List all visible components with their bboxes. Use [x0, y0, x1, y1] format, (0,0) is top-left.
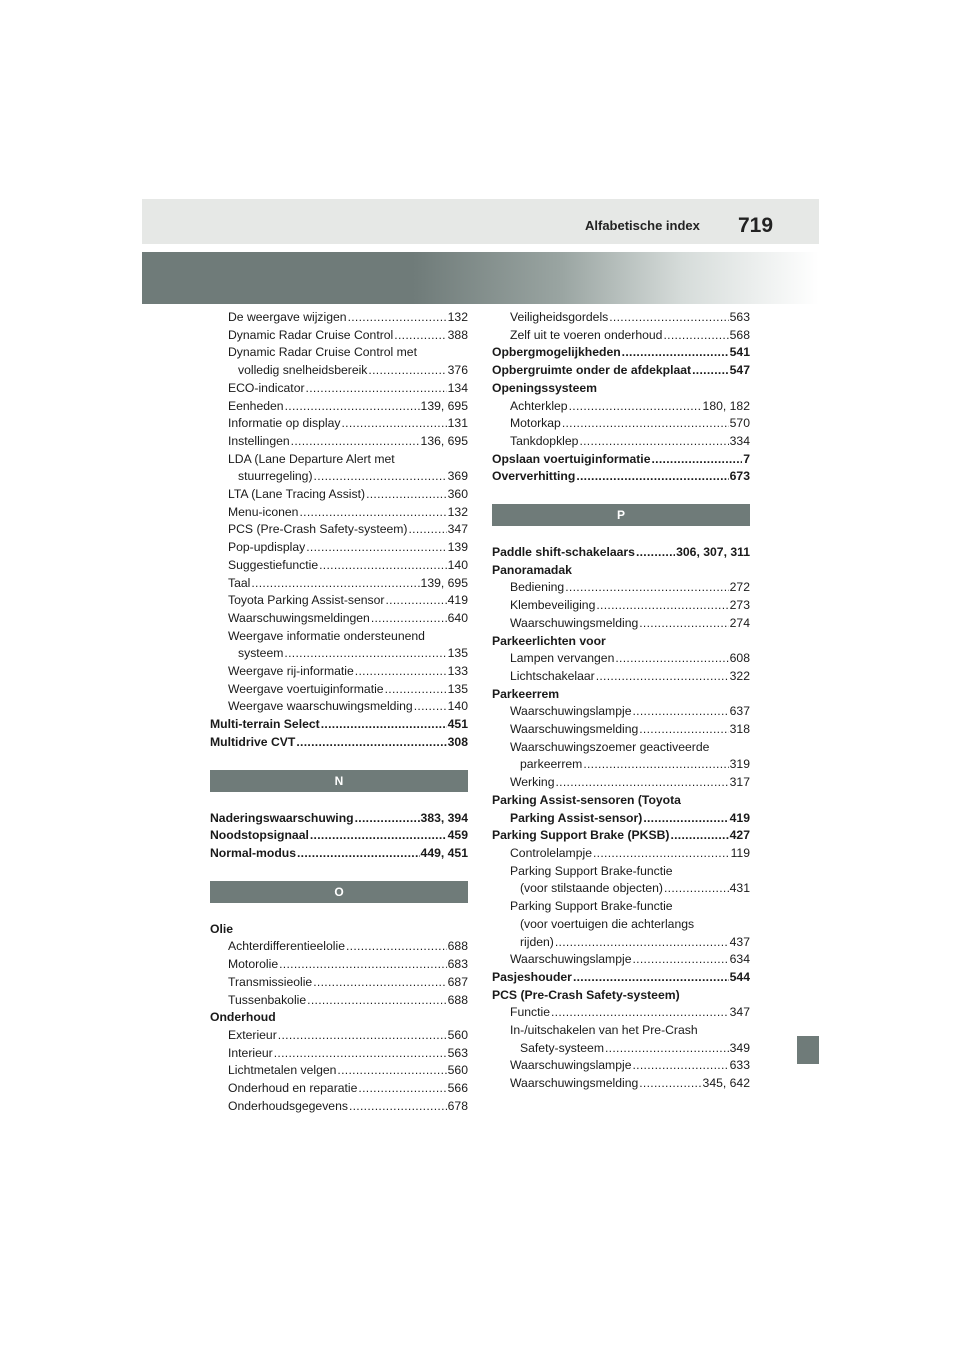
index-term: Weergave voertuiginformatie — [228, 681, 384, 696]
index-entry — [492, 703, 750, 721]
page-reference: 306, 307, 311 — [676, 545, 750, 560]
dot-leader — [279, 956, 447, 974]
index-term: Zelf uit te voeren onderhoud — [510, 327, 663, 342]
index-entry — [210, 433, 468, 451]
page-reference: 376 — [447, 363, 468, 378]
index-entry — [492, 327, 750, 345]
index-entry — [210, 827, 468, 845]
index-entry — [210, 938, 468, 956]
index-term: Informatie op display — [228, 416, 341, 431]
index-entry — [210, 734, 468, 752]
page-reference: 308 — [447, 734, 468, 749]
page-reference: 383, 394 — [420, 810, 468, 825]
index-term: Pasjeshouder — [492, 969, 572, 984]
index-entry — [492, 1040, 750, 1058]
index-letter-header: O — [210, 881, 468, 903]
dot-leader — [291, 433, 420, 451]
index-entry — [210, 1062, 468, 1080]
index-entry — [210, 575, 468, 593]
index-term: Instellingen — [228, 433, 290, 448]
page-reference: 547 — [729, 363, 750, 378]
index-entry — [210, 1027, 468, 1045]
dot-leader — [583, 756, 728, 774]
index-entry — [210, 663, 468, 681]
page-reference: 360 — [447, 487, 468, 502]
page-reference: 347 — [447, 522, 468, 537]
dot-leader — [319, 557, 447, 575]
index-entry — [492, 433, 750, 451]
page-reference: 541 — [729, 345, 750, 360]
index-term: Waarschuwingsmelding — [510, 722, 639, 737]
dot-leader — [385, 592, 446, 610]
index-entry — [210, 610, 468, 628]
dot-leader — [692, 362, 729, 380]
index-entry — [210, 486, 468, 504]
index-entry — [492, 451, 750, 469]
index-entry — [210, 539, 468, 557]
page-reference: 431 — [729, 881, 750, 896]
dot-leader — [321, 716, 447, 734]
index-entry — [210, 468, 468, 486]
index-term: Motorkap — [510, 416, 561, 431]
index-heading: Parkeerlichten voor — [492, 633, 606, 648]
index-heading: Parking Assist-sensoren (Toyota — [492, 792, 681, 807]
index-entry — [210, 681, 468, 699]
index-entry — [492, 650, 750, 668]
dot-leader — [643, 810, 728, 828]
dot-leader — [348, 309, 447, 327]
page-reference: 634 — [729, 952, 750, 967]
page-reference: 427 — [729, 828, 750, 843]
index-term: Lampen vervangen — [510, 651, 615, 666]
index-subheading: Weergave informatie ondersteunend — [228, 628, 425, 643]
index-term: Exterieur — [228, 1027, 277, 1042]
index-entry — [210, 504, 468, 522]
page-reference: 7 — [743, 451, 750, 466]
dot-leader — [551, 1004, 729, 1022]
index-entry — [210, 557, 468, 575]
index-term: ECO-indicator — [228, 380, 305, 395]
dot-leader — [576, 468, 728, 486]
index-term: Lichtschakelaar — [510, 668, 595, 683]
page-reference: 570 — [729, 416, 750, 431]
dot-leader — [622, 344, 729, 362]
dot-leader — [555, 934, 729, 952]
index-entry — [492, 415, 750, 433]
dot-leader — [569, 398, 702, 416]
page-reference: 449, 451 — [420, 845, 468, 860]
index-subheading: LDA (Lane Departure Alert met — [228, 451, 395, 466]
index-term: Bediening — [510, 580, 565, 595]
dot-leader — [593, 845, 730, 863]
page-reference: 322 — [729, 668, 750, 683]
page-reference: 568 — [729, 327, 750, 342]
index-entry — [492, 934, 750, 952]
dot-leader — [632, 951, 728, 969]
index-entry — [210, 845, 468, 863]
index-term: Onderhoudsgegevens — [228, 1098, 348, 1113]
dot-leader — [670, 827, 728, 845]
dot-leader — [371, 610, 447, 628]
index-entry — [210, 309, 468, 327]
index-entry — [210, 810, 468, 828]
page-reference: 688 — [447, 939, 468, 954]
dot-leader — [307, 992, 447, 1010]
index-entry — [492, 1004, 750, 1022]
dot-leader — [358, 1080, 446, 1098]
page-reference: 608 — [729, 651, 750, 666]
index-term: Waarschuwingsmelding — [510, 1076, 639, 1091]
index-term: Opbergmogelijkheden — [492, 345, 621, 360]
index-entry — [492, 615, 750, 633]
index-entry — [210, 1045, 468, 1063]
index-term: Suggestiefunctie — [228, 557, 319, 572]
index-entry — [492, 344, 750, 362]
page-reference: 317 — [729, 775, 750, 790]
index-subheading: Waarschuwingszoemer geactiveerde — [510, 739, 710, 754]
index-subheading: (voor voertuigen die achterlangs — [520, 916, 695, 931]
index-entry — [492, 668, 750, 686]
page-reference: 349 — [729, 1040, 750, 1055]
index-term: Dynamic Radar Cruise Control — [228, 327, 394, 342]
page-reference: 131 — [447, 416, 468, 431]
dot-leader — [632, 1057, 728, 1075]
index-entry — [210, 362, 468, 380]
dot-leader — [310, 827, 447, 845]
dot-leader — [664, 880, 729, 898]
index-term: Eenheden — [228, 398, 284, 413]
page-reference: 274 — [729, 615, 750, 630]
page-reference: 451 — [447, 717, 468, 732]
index-entry — [210, 1080, 468, 1098]
index-term: rijden) — [520, 934, 554, 949]
dot-leader — [313, 974, 446, 992]
index-entry — [210, 698, 468, 716]
index-term: Parking Support Brake (PKSB) — [492, 828, 670, 843]
dot-leader — [274, 1045, 447, 1063]
page-reference: 334 — [729, 433, 750, 448]
dot-leader — [663, 327, 728, 345]
dot-leader — [639, 1075, 701, 1093]
index-term: Opbergruimte onder de afdekplaat — [492, 363, 692, 378]
dot-leader — [355, 663, 447, 681]
dot-leader — [306, 539, 446, 557]
index-entry — [210, 992, 468, 1010]
page-reference: 139, 695 — [420, 575, 468, 590]
dot-leader — [299, 504, 446, 522]
page-reference: 140 — [447, 557, 468, 572]
index-entry — [210, 1098, 468, 1116]
page-reference: 132 — [447, 310, 468, 324]
index-heading: PCS (Pre-Crash Safety-systeem) — [492, 987, 680, 1002]
index-entry — [492, 468, 750, 486]
dot-leader — [296, 734, 446, 752]
index-entry — [210, 645, 468, 663]
index-column-right — [492, 309, 750, 1093]
index-heading: Onderhoud — [210, 1010, 276, 1025]
page-reference: 640 — [447, 610, 468, 625]
page-reference: 566 — [447, 1081, 468, 1096]
index-term: Parking Assist-sensor) — [510, 810, 643, 825]
index-subheading: Dynamic Radar Cruise Control met — [228, 345, 417, 360]
dot-leader — [632, 703, 728, 721]
index-entry — [210, 592, 468, 610]
dot-leader — [609, 309, 728, 327]
index-term: volledig snelheidsbereik — [238, 363, 368, 378]
page-reference: 544 — [729, 969, 750, 984]
page-reference: 135 — [447, 681, 468, 696]
dot-leader — [414, 698, 447, 716]
index-term: Onderhoud en reparatie — [228, 1081, 358, 1096]
index-heading: Panoramadak — [492, 562, 572, 577]
dot-leader — [615, 650, 728, 668]
dot-leader — [385, 681, 447, 699]
index-term: Opslaan voertuiginformatie — [492, 451, 651, 466]
index-entry — [492, 810, 750, 828]
index-entry — [492, 362, 750, 380]
page-reference: 136, 695 — [420, 433, 468, 448]
dot-leader — [251, 575, 419, 593]
dot-leader — [639, 721, 728, 739]
index-entry — [492, 1057, 750, 1075]
index-term: Motorolie — [228, 957, 279, 972]
page-reference: 272 — [729, 580, 750, 595]
index-term: Klembeveiliging — [510, 598, 596, 613]
page-reference: 563 — [447, 1045, 468, 1060]
index-term: Interieur — [228, 1045, 273, 1060]
dot-leader — [605, 1040, 729, 1058]
index-subheading: In-/uitschakelen van het Pre-Crash — [510, 1023, 698, 1038]
index-heading: Parkeerrem — [492, 686, 560, 701]
index-entry — [492, 544, 750, 562]
index-entry — [492, 756, 750, 774]
index-term: systeem — [238, 646, 284, 661]
header-bar — [142, 199, 819, 244]
index-entry — [210, 956, 468, 974]
index-term: Noodstopsignaal — [210, 828, 309, 843]
index-term: Paddle shift-schakelaars — [492, 545, 635, 560]
dot-leader — [555, 774, 728, 792]
page-reference: 683 — [447, 957, 468, 972]
index-term: Achterklep — [510, 398, 568, 413]
dot-leader — [297, 845, 420, 863]
dot-leader — [341, 415, 446, 433]
dot-leader — [285, 398, 420, 416]
dot-leader — [278, 1027, 447, 1045]
index-entry — [492, 309, 750, 327]
page-reference: 133 — [447, 664, 468, 679]
index-term: Menu-iconen — [228, 504, 299, 519]
index-term: Waarschuwingsmeldingen — [228, 610, 370, 625]
dot-leader — [565, 579, 728, 597]
page-reference: 419 — [447, 593, 468, 608]
dot-leader — [579, 433, 728, 451]
index-entry — [492, 721, 750, 739]
index-entry — [492, 774, 750, 792]
page-reference: 633 — [729, 1058, 750, 1073]
index-entry — [492, 845, 750, 863]
index-entry — [492, 951, 750, 969]
index-term: Multi-terrain Select — [210, 717, 320, 732]
page-reference: 688 — [447, 992, 468, 1007]
page-reference: 180, 182 — [702, 398, 750, 413]
page-reference: 637 — [729, 704, 750, 719]
index-term: Multidrive CVT — [210, 734, 296, 749]
page-reference: 419 — [729, 810, 750, 825]
index-term: Tussenbakolie — [228, 992, 307, 1007]
decorative-gradient-band — [142, 252, 819, 304]
index-entry — [210, 327, 468, 345]
index-term: Waarschuwingslampje — [510, 704, 632, 719]
index-term: Weergave rij-informatie — [228, 664, 354, 679]
page-reference: 319 — [729, 757, 750, 772]
index-term: De weergave wijzigen — [228, 310, 347, 324]
page-reference: 139, 695 — [420, 398, 468, 413]
dot-leader — [651, 451, 742, 469]
dot-leader — [355, 810, 420, 828]
dot-leader — [596, 668, 729, 686]
index-term: parkeerrem — [520, 757, 583, 772]
index-term: Veiligheidsgordels — [510, 310, 609, 324]
index-term: PCS (Pre-Crash Safety-systeem) — [228, 522, 408, 537]
index-term: Naderingswaarschuwing — [210, 810, 354, 825]
index-term: Transmissieolie — [228, 974, 313, 989]
dot-leader — [573, 969, 729, 987]
dot-leader — [337, 1062, 446, 1080]
index-term: Werking — [510, 775, 555, 790]
page-reference: 369 — [447, 469, 468, 484]
index-heading: Openingssysteem — [492, 380, 597, 395]
index-term: Pop-updisplay — [228, 540, 306, 555]
page-reference: 437 — [729, 934, 750, 949]
index-entry — [492, 827, 750, 845]
index-entry — [492, 398, 750, 416]
page-reference: 345, 642 — [702, 1076, 750, 1091]
dot-leader — [562, 415, 729, 433]
index-term: Safety-systeem — [520, 1040, 604, 1055]
index-term: Weergave waarschuwingsmelding — [228, 699, 413, 714]
dot-leader — [408, 521, 446, 539]
index-entry — [492, 579, 750, 597]
dot-leader — [596, 597, 728, 615]
page-reference: 678 — [447, 1098, 468, 1113]
page-reference: 347 — [729, 1005, 750, 1020]
dot-leader — [284, 645, 446, 663]
page-reference: 459 — [447, 828, 468, 843]
dot-leader — [368, 362, 446, 380]
page-reference: 388 — [447, 327, 468, 342]
page-reference: 560 — [447, 1027, 468, 1042]
page-number: 719 — [738, 214, 774, 237]
index-entry — [492, 1075, 750, 1093]
index-entry — [492, 880, 750, 898]
index-term: stuurregeling) — [238, 469, 313, 484]
page-reference: 132 — [447, 504, 468, 519]
page-reference: 563 — [729, 310, 750, 324]
dot-leader — [346, 938, 447, 956]
index-entry — [492, 969, 750, 987]
dot-leader — [639, 615, 728, 633]
dot-leader — [314, 468, 447, 486]
dot-leader — [636, 544, 675, 562]
index-term: Waarschuwingslampje — [510, 1058, 632, 1073]
index-term: (voor stilstaande objecten) — [520, 881, 663, 896]
section-title: Alfabetische index — [585, 218, 700, 233]
index-entry — [492, 597, 750, 615]
index-entry — [210, 415, 468, 433]
page-reference: 318 — [729, 722, 750, 737]
index-term: Toyota Parking Assist-sensor — [228, 593, 385, 608]
page-reference: 560 — [447, 1063, 468, 1078]
dot-leader — [366, 486, 447, 504]
index-column-left — [210, 309, 468, 1115]
index-entry — [210, 974, 468, 992]
page-reference: 135 — [447, 646, 468, 661]
index-term: Controlelampje — [510, 845, 592, 860]
index-heading: Olie — [210, 921, 234, 936]
index-term: Lichtmetalen velgen — [228, 1063, 337, 1078]
index-term: Waarschuwingslampje — [510, 952, 632, 967]
dot-leader — [306, 380, 447, 398]
page-reference: 134 — [447, 380, 468, 395]
index-term: Taal — [228, 575, 251, 590]
index-letter-header: P — [492, 504, 750, 526]
index-term: Normal-modus — [210, 845, 296, 860]
index-entry — [210, 380, 468, 398]
page-reference: 273 — [729, 598, 750, 613]
dot-leader — [394, 327, 446, 345]
dot-leader — [349, 1098, 447, 1116]
index-term: Achterdifferentieelolie — [228, 939, 345, 954]
index-term: Waarschuwingsmelding — [510, 615, 639, 630]
page-reference: 673 — [729, 469, 750, 484]
chapter-tab-marker — [797, 1036, 819, 1064]
index-entry — [210, 716, 468, 734]
index-entry — [210, 521, 468, 539]
page-reference: 139 — [447, 540, 468, 555]
page-reference: 119 — [730, 845, 750, 860]
index-subheading: Parking Support Brake-functie — [510, 899, 673, 914]
page-reference: 140 — [447, 699, 468, 714]
index-term: Tankdopklep — [510, 433, 579, 448]
index-subheading: Parking Support Brake-functie — [510, 863, 673, 878]
index-entry — [210, 398, 468, 416]
index-term: LTA (Lane Tracing Assist) — [228, 487, 366, 502]
index-term: Oververhitting — [492, 469, 576, 484]
index-term: Functie — [510, 1005, 550, 1020]
page-reference: 687 — [447, 974, 468, 989]
index-letter-header: N — [210, 770, 468, 792]
